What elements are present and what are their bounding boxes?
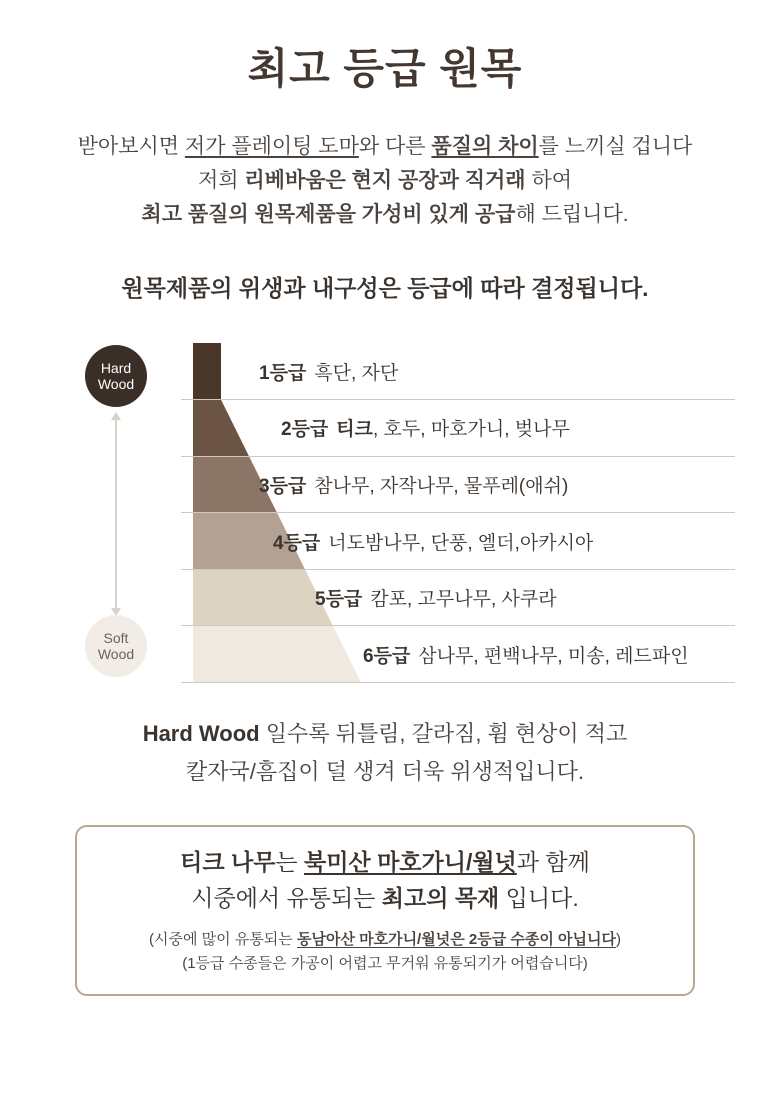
wood-grade-diagram — [35, 343, 735, 683]
table-row — [181, 343, 735, 400]
grade-species: , 호두, 마호가니, 벚나무 — [373, 419, 570, 441]
hard-wood-badge — [85, 345, 147, 407]
closing-line-1 — [0, 715, 770, 753]
callout-note-line-1-a: (시중에 많이 유통되는 — [149, 931, 297, 949]
grade-row-label — [281, 414, 570, 441]
intro-line-3-part-b: 해 드립니다. — [515, 203, 629, 227]
grade-row-label — [259, 358, 398, 385]
intro-line-1-part-c: 와 다른 — [358, 135, 432, 159]
grade-species: 캄포, 고무나무, 사쿠라 — [370, 589, 557, 611]
hardness-axis-arrow — [115, 419, 117, 609]
intro-line-2-emphasis: 리베바움은 현지 공장과 직거래 — [244, 169, 526, 193]
intro-line-1-underline: 저가 플레이팅 도마 — [184, 135, 359, 159]
grade-species: 삼나무, 편백나무, 미송, 레드파인 — [418, 645, 689, 667]
intro-line-3 — [0, 198, 770, 232]
table-row — [181, 570, 735, 627]
grade-name: 5등급 — [315, 589, 363, 611]
grade-row-list — [181, 343, 735, 683]
grade-row-label — [273, 528, 593, 555]
grade-species: 참나무, 자작나무, 물푸레(애쉬) — [314, 475, 569, 497]
grade-row-label — [259, 471, 568, 498]
callout-note-line-1 — [97, 928, 673, 952]
grade-name: 2등급 — [281, 419, 329, 441]
grade-species: 너도밤나무, 단풍, 엘더,아카시아 — [328, 532, 594, 554]
soft-wood-badge — [85, 615, 147, 677]
callout-mahogany-emphasis: 북미산 마호가니/월넛 — [304, 849, 517, 876]
soft-wood-badge-line-1: Soft — [103, 630, 129, 647]
grade-species: 흑단, 자단 — [314, 362, 399, 384]
intro-line-2 — [0, 164, 770, 198]
grade-name: 3등급 — [259, 475, 307, 497]
grade-species-highlight: 티크 — [336, 419, 373, 441]
closing-line-2: 칼자국/흠집이 덜 생겨 더욱 위생적입니다. — [186, 759, 584, 785]
grade-name: 1등급 — [259, 362, 307, 384]
grade-name: 4등급 — [273, 532, 321, 554]
callout-best-timber-emphasis: 최고의 목재 — [381, 884, 500, 911]
grade-row-label — [315, 584, 557, 611]
intro-line-1 — [0, 130, 770, 164]
grade-row-label — [363, 641, 689, 668]
closing-line-1-rest: 일수록 뒤틀림, 갈라짐, 휨 현상이 적고 — [259, 721, 628, 747]
hard-wood-badge-line-2: Wood — [97, 376, 135, 393]
intro-line-1-emphasis: 품질의 차이 — [431, 135, 539, 159]
callout-line-1 — [97, 845, 673, 881]
intro-line-2-part-c: 하여 — [525, 169, 573, 193]
callout-line-2-a: 시중에서 유통되는 — [191, 884, 382, 911]
callout-box — [75, 825, 695, 996]
callout-note-text — [97, 928, 673, 976]
section-subheading: 원목제품의 위생과 내구성은 등급에 따라 결정됩니다. — [121, 275, 649, 302]
intro-line-2-part-a: 저희 — [197, 169, 245, 193]
callout-line-1-d: 과 함께 — [516, 849, 590, 876]
soft-wood-badge-line-2: Wood — [97, 646, 135, 663]
callout-line-1-b: 는 — [275, 849, 305, 876]
intro-line-1-part-a: 받아보시면 — [77, 135, 185, 159]
callout-note-line-1-c: ) — [615, 931, 621, 949]
intro-paragraph — [0, 130, 770, 232]
table-row — [181, 626, 735, 683]
callout-note-line-2: (1등급 수종들은 가공이 어렵고 무거워 유통되기가 어렵습니다) — [182, 955, 588, 973]
intro-line-1-part-e: 를 느끼실 겁니다 — [538, 135, 693, 159]
callout-teak-emphasis: 티크 나무 — [180, 849, 276, 876]
callout-line-2 — [97, 881, 673, 917]
closing-paragraph — [0, 715, 770, 791]
page-title: 최고 등급 원목 — [247, 45, 523, 92]
closing-hardwood-emphasis: Hard Wood — [142, 721, 260, 747]
callout-note-emphasis: 동남아산 마호가니/월넛은 2등급 수종이 아닙니다 — [296, 931, 616, 949]
table-row — [181, 400, 735, 457]
intro-line-3-emphasis: 최고 품질의 원목제품을 가성비 있게 공급 — [141, 203, 516, 227]
callout-line-2-c: 입니다. — [499, 884, 579, 911]
hard-wood-badge-line-1: Hard — [100, 360, 132, 377]
callout-main-text — [97, 845, 673, 916]
table-row — [181, 457, 735, 514]
grade-name: 6등급 — [363, 645, 411, 667]
table-row — [181, 513, 735, 570]
